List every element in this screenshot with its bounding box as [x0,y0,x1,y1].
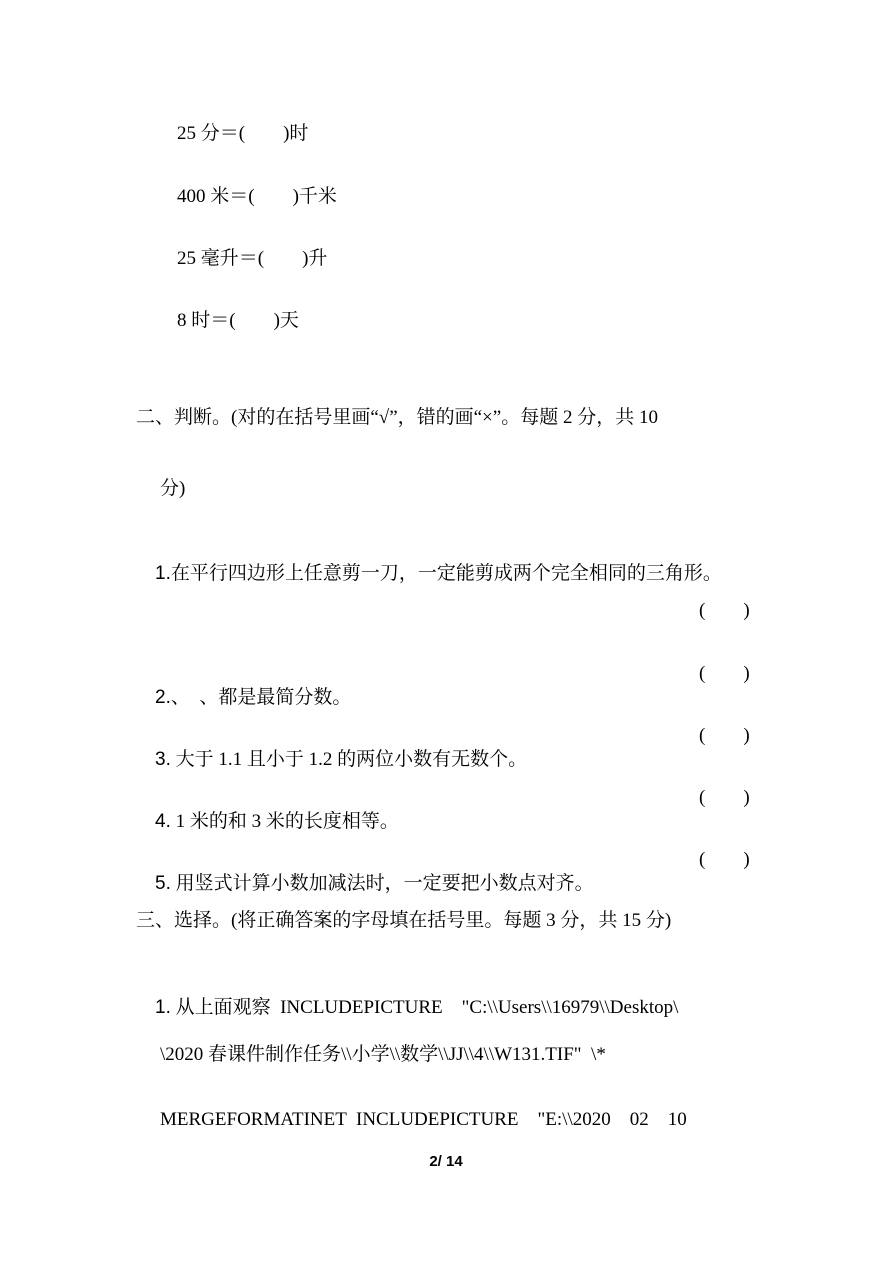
choice-item-1-line-1 [136,972,678,1044]
conversion-line-4: 8 时＝( )天 [177,310,299,331]
judge-item-1 [136,538,722,610]
judge-item-1-number: 1. [155,563,171,584]
section2-heading-continued: 分) [160,478,186,499]
conversion-line-3: 25 毫升＝( )升 [177,248,328,269]
judge-item-1-text: 在平行四边形上任意剪一刀，一定能剪成两个完全相同的三角形。 [170,563,722,584]
judge-item-1-answer[interactable]: ( ) [699,600,750,621]
choice-item-1-line-3: MERGEFORMATINET INCLUDEPICTURE "E:\\2020 02 10 [160,1109,687,1130]
judge-item-2-answer[interactable]: ( ) [699,663,750,684]
judge-item-2-text: 、 、都是最简分数。 [170,687,352,708]
judge-item-3-text: 大于 1.1 且小于 1.2 的两位小数有无数个。 [175,749,528,770]
judge-item-4-answer[interactable]: ( ) [699,787,750,808]
judge-item-5-answer[interactable]: ( ) [699,849,750,870]
section2-heading: 二、判断。(对的在括号里画“√”，错的画“×”。每题 2 分，共 10 [136,407,658,428]
judge-item-5-text: 用竖式计算小数加减法时，一定要把小数点对齐。 [175,873,594,894]
section3-heading: 三、选择。(将正确答案的字母填在括号里。每题 3 分，共 15 分) [136,910,672,931]
conversion-line-1: 25 分＝( )时 [177,123,309,144]
choice-item-1-text: 从上面观察 INCLUDEPICTURE "C:\\Users\\16979\\Desktop\ [175,997,679,1018]
judge-item-3-answer[interactable]: ( ) [699,725,750,746]
choice-item-1-number: 1. [155,997,171,1018]
judge-item-3-number: 3. [155,749,171,770]
judge-item-4-text: 1 米的和 3 米的长度相等。 [175,811,399,832]
choice-item-1-line-2: \2020 春课件制作任务\\小学\\数学\\JJ\\4\\W131.TIF" \* [160,1044,606,1065]
page-number: 2/ 14 [429,1153,463,1170]
judge-item-4-number: 4. [155,811,171,832]
judge-item-2-number: 2. [155,687,171,708]
conversion-line-2: 400 米＝( )千米 [177,186,337,207]
judge-item-5-number: 5. [155,873,171,894]
